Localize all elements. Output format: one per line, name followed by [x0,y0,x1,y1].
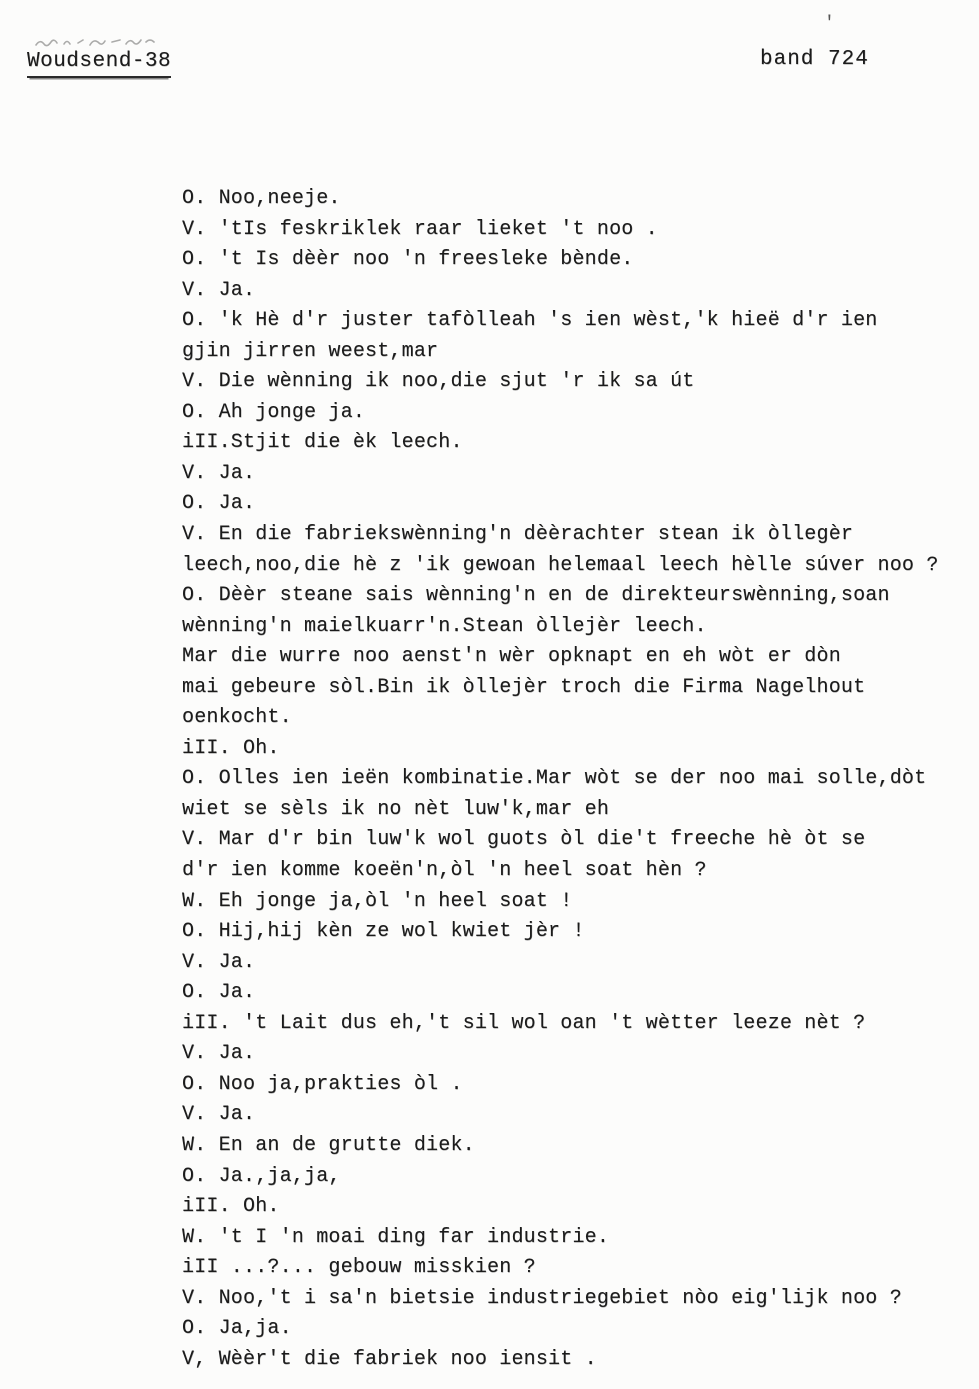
transcript-line: O. Ah jonge ja. [182,400,366,424]
transcript-line: leech,noo,die hè z 'ik gewoan helemaal leech hèlle súver noo ? [182,553,939,577]
transcript-line: mai gebeure sòl.Bin ik òllejèr troch die Firma Nagelhout [182,675,866,699]
transcript-line: wènning'n maielkuarr'n.Stean òllejèr leech. [182,614,707,638]
transcript-line: iII. Oh. [182,1195,280,1219]
transcript-line: iII ...?... gebouw misskien ? [182,1256,536,1280]
transcript-line: O. Ja. [182,981,256,1005]
transcript-line: O. Dèèr steane sais wènning'n en de direkteurswènning,soan [182,584,890,608]
transcript-line: wiet se sèls ik no nèt luw'k,mar eh [182,797,610,821]
pencil-smudge-decoration [34,36,164,50]
transcript-line: iII.Stjit die èk leech. [182,431,463,455]
transcript-line: O. Olles ien ieën kombinatie.Mar wòt se der noo mai solle,dòt [182,767,927,791]
transcript-line: V. Mar d'r bin luw'k wol guots òl die't freeche hè òt se [182,828,866,852]
transcript-line: V. Ja. [182,1042,256,1066]
transcript-body [182,184,959,1375]
transcript-line: W. 't I 'n moai ding far industrie. [182,1225,610,1249]
transcript-line: Mar die wurre noo aenst'n wèr opknapt en eh wòt er dòn [182,645,841,669]
transcript-line: d'r ien komme koeën'n,òl 'n heel soat hèn ? [182,859,707,883]
transcript-line: V. En die fabriekswènning'n dèèrachter stean ik òllegèr [182,523,854,547]
transcript-line: O. Noo ja,prakties òl . [182,1072,463,1096]
transcript-line: iII. Oh. [182,736,280,760]
transcript-line: gjin jirren weest,mar [182,339,439,363]
document-id: Woudsend-38 [27,50,171,78]
transcript-line: V. Ja. [182,278,256,302]
transcript-line: O. 't Is dèèr noo 'n freesleke bènde. [182,248,634,272]
scan-speck-decoration: ' [824,14,835,34]
transcript-line: O. Ja,ja. [182,1317,292,1341]
transcript-line: W. En an de grutte diek. [182,1133,475,1157]
transcript-line: V. Noo,'t i sa'n bietsie industriegebiet nòo eig'lijk noo ? [182,1286,902,1310]
transcript-line: V. Ja. [182,461,256,485]
transcript-line: O. Hij,hij kèn ze wol kwiet jèr ! [182,920,585,944]
transcript-line: V. 'tIs feskriklek raar lieket 't noo . [182,217,658,241]
transcript-line: oenkocht. [182,706,292,730]
transcript-line: O. Ja.,ja,ja, [182,1164,341,1188]
transcript-line: V. Ja. [182,950,256,974]
transcript-line: O. 'k Hè d'r juster tafòlleah 's ien wèst,'k hieë d'r ien [182,309,878,333]
transcript-line: O. Ja. [182,492,256,516]
transcript-line: iII. 't Lait dus eh,'t sil wol oan 't wètter leeze nèt ? [182,1011,866,1035]
transcript-line: W. Eh jonge ja,òl 'n heel soat ! [182,889,573,913]
transcript-line: V, Wèèr't die fabriek noo iensit . [182,1347,597,1371]
band-number: band 724 [760,48,869,71]
transcript-line: V. Die wènning ik noo,die sjut 'r ik sa út [182,370,695,394]
transcript-line: V. Ja. [182,1103,256,1127]
transcript-line: O. Noo,neeje. [182,187,341,210]
